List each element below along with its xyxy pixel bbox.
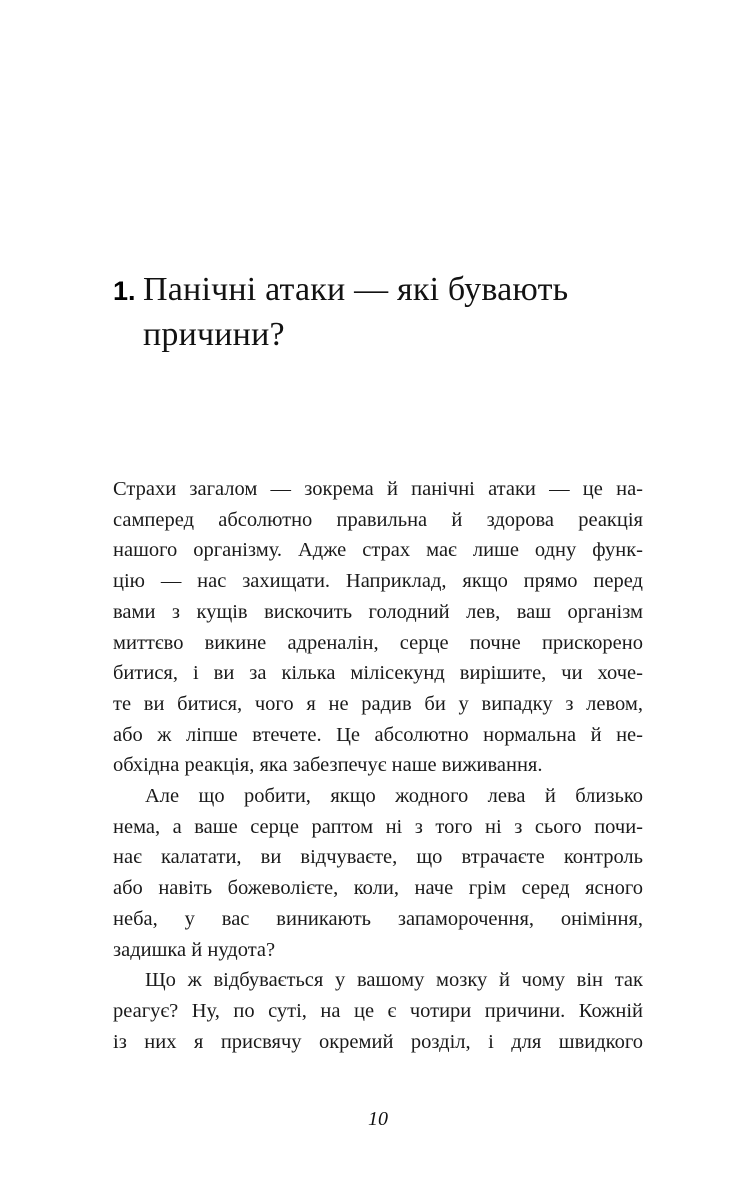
body-line: обхідна реакція, яка забезпечує наше виживання. — [113, 754, 543, 777]
chapter-heading — [113, 268, 653, 356]
chapter-title-line2: причини? — [143, 316, 285, 353]
body-line: самперед абсолютно правильна й здорова реакція — [113, 508, 643, 531]
body-line: вами з кущів вискочить голодний лев, ваш організм — [113, 600, 643, 623]
body-line: неба, у вас виникають запаморочення, оніміння, — [113, 907, 643, 930]
body-line: Але що робити, якщо жодного лева й близько — [145, 785, 643, 808]
chapter-title-line1: Панічні атаки — які бувають — [143, 271, 569, 308]
body-line: або навіть божеволієте, коли, наче грім серед ясного — [113, 877, 643, 900]
body-line: нема, а ваше серце раптом ні з того ні з сього почи- — [113, 815, 643, 838]
body-line: нашого організму. Адже страх має лише одну функ- — [113, 539, 643, 562]
body-line: нає калатати, ви відчуваєте, що втрачаєте контроль — [113, 846, 643, 869]
body-line: із них я присвячу окремий розділ, і для швидкого — [113, 1030, 643, 1053]
body-line: Страхи загалом — зокрема й панічні атаки — це на- — [113, 478, 643, 500]
body-line: миттєво викине адреналін, серце почне прискорено — [113, 631, 643, 654]
body-line: Що ж відбувається у вашому мозку й чому він так — [145, 969, 643, 992]
page-number: 10 — [368, 1108, 388, 1130]
chapter-number: 1. — [113, 276, 136, 306]
body-line: задишка й нудота? — [113, 938, 276, 961]
body-line: те ви битися, чого я не радив би у випадку з левом, — [113, 692, 643, 715]
body-line: реагує? Ну, по суті, на це є чотири причини. Кожній — [113, 999, 643, 1022]
body-line: або ж ліпше втечете. Це абсолютно нормальна й не- — [113, 723, 643, 746]
body-line: битися, і ви за кілька мілісекунд вирішите, чи хоче- — [113, 662, 643, 685]
chapter-title-line1-wrap — [113, 268, 653, 313]
body-line: цію — нас захищати. Наприклад, якщо прямо перед — [113, 570, 643, 593]
body-text — [113, 474, 643, 1057]
